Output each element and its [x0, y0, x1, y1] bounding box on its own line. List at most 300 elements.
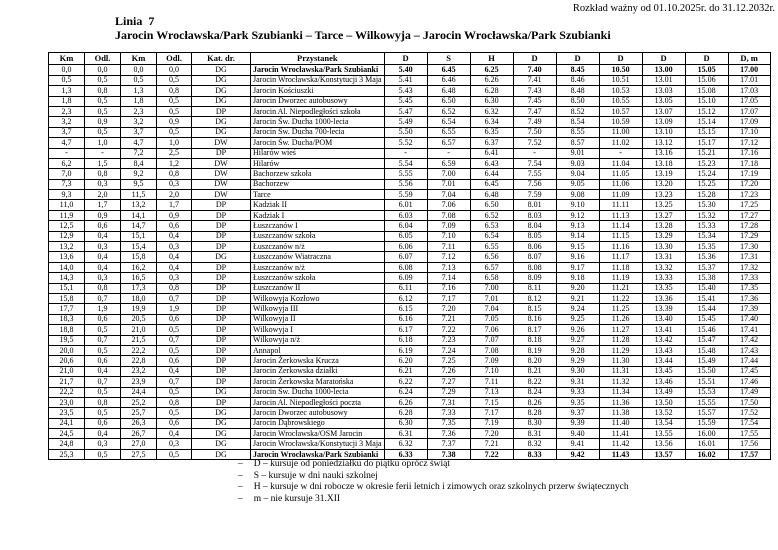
time-cell: 6.28 [470, 86, 513, 96]
time-cell: 9.18 [556, 273, 599, 283]
distance-cell: 26,3 [121, 418, 157, 428]
route-title: Jarocin Wrocławska/Park Szubianki – Tarce – Wilkowyja – Jarocin Wrocławska/Park Szubianki [115, 28, 611, 42]
time-cell: 16.02 [685, 449, 728, 459]
distance-cell: 24,8 [49, 439, 85, 449]
distance-cell: 23,2 [121, 366, 157, 376]
distance-cell: 14,1 [121, 210, 157, 220]
distance-cell: 1,7 [157, 200, 192, 210]
time-cell: 9.33 [556, 387, 599, 397]
time-cell: 8.26 [513, 397, 556, 407]
road-category-cell: DG [192, 449, 251, 459]
road-category-cell: DG [192, 117, 251, 127]
time-cell: 7.24 [427, 345, 470, 355]
time-cell: 9.41 [556, 439, 599, 449]
distance-cell: 0,6 [85, 356, 121, 366]
distance-cell: 0,4 [157, 429, 192, 439]
time-cell: 7.23 [427, 335, 470, 345]
time-cell: 11.27 [599, 325, 642, 335]
table-row [49, 106, 771, 116]
table-row [49, 148, 771, 158]
distance-cell: 13,2 [49, 242, 85, 252]
legend-line-s [238, 471, 629, 483]
time-cell: 11.26 [599, 314, 642, 324]
distance-cell: 27,0 [121, 439, 157, 449]
time-cell: 11.41 [599, 429, 642, 439]
time-cell: 9.08 [556, 190, 599, 200]
distance-cell: 0,7 [157, 335, 192, 345]
time-cell: 17.40 [728, 314, 770, 324]
column-header: Odl. [85, 53, 121, 65]
stop-name-cell: Jarocin Żerkowska Krucza [251, 356, 385, 366]
time-cell: 7.50 [513, 127, 556, 137]
road-category-cell: DG [192, 387, 251, 397]
stop-name-cell: Jarocin Św. Ducha 1000-lecia [251, 387, 385, 397]
stop-name-cell: Annapol [251, 345, 385, 355]
distance-cell: 0,5 [85, 325, 121, 335]
time-cell: 15.50 [685, 366, 728, 376]
time-cell: 8.30 [513, 418, 556, 428]
time-cell: 15.08 [685, 86, 728, 96]
time-cell: 6.22 [384, 377, 427, 387]
distance-cell: 15,4 [121, 242, 157, 252]
time-cell: 11.13 [599, 210, 642, 220]
time-cell: 6.03 [384, 210, 427, 220]
stop-name-cell: Jarocin Św. Ducha 700-lecia [251, 127, 385, 137]
distance-cell: 13,6 [49, 252, 85, 262]
distance-cell: 24,1 [49, 418, 85, 428]
road-category-cell: DG [192, 418, 251, 428]
time-cell: 5.52 [384, 138, 427, 148]
road-category-cell: DG [192, 252, 251, 262]
time-cell: 6.54 [470, 231, 513, 241]
time-cell: 7.37 [427, 439, 470, 449]
time-cell: 17.56 [728, 439, 770, 449]
time-cell: 17.55 [728, 429, 770, 439]
stop-name-cell: Jarocin Wrocławska/Park Szubianki [251, 65, 385, 75]
time-cell: 6.30 [470, 96, 513, 106]
time-cell: 7.33 [427, 408, 470, 418]
distance-cell: 0,5 [85, 127, 121, 137]
time-cell: 7.20 [470, 429, 513, 439]
distance-cell: 0,5 [157, 387, 192, 397]
distance-cell: 0,8 [157, 283, 192, 293]
stop-name-cell: Jarocin Dąbrowskiego [251, 418, 385, 428]
time-cell: 15.59 [685, 418, 728, 428]
time-cell: 7.21 [470, 439, 513, 449]
time-cell: 16.01 [685, 439, 728, 449]
time-cell: 13.19 [642, 169, 685, 179]
time-cell: 15.32 [685, 210, 728, 220]
time-cell: 6.35 [470, 127, 513, 137]
distance-cell: 22,2 [49, 387, 85, 397]
distance-cell: 2,0 [157, 190, 192, 200]
distance-cell: 0,8 [85, 86, 121, 96]
time-cell: 6.56 [470, 252, 513, 262]
distance-cell: 2,5 [157, 148, 192, 158]
distance-cell: 0,8 [85, 283, 121, 293]
time-cell: 9.35 [556, 397, 599, 407]
distance-cell: 0,0 [85, 65, 121, 75]
time-cell: 10.55 [599, 96, 642, 106]
time-cell: 6.07 [384, 252, 427, 262]
distance-cell: 0,3 [157, 179, 192, 189]
time-cell: 11.42 [599, 439, 642, 449]
stop-name-cell: Wilkowyja Kozłowo [251, 293, 385, 303]
distance-cell: 1,5 [85, 158, 121, 168]
time-cell: 9.27 [556, 335, 599, 345]
time-cell: 11.31 [599, 366, 642, 376]
time-cell: 7.12 [427, 252, 470, 262]
legend-line-m [238, 494, 629, 506]
time-cell: 9.15 [556, 242, 599, 252]
distance-cell: 0,5 [157, 106, 192, 116]
distance-cell: 24,5 [49, 429, 85, 439]
time-cell: 6.48 [470, 190, 513, 200]
table-row [49, 273, 771, 283]
distance-cell: 23,5 [49, 408, 85, 418]
time-cell: 8.52 [556, 106, 599, 116]
time-cell: 11.22 [599, 293, 642, 303]
distance-cell: 0,5 [85, 387, 121, 397]
distance-cell: 21,7 [49, 377, 85, 387]
distance-cell: 0,8 [85, 397, 121, 407]
time-cell: 5.54 [384, 158, 427, 168]
column-header: D [642, 53, 685, 65]
time-cell: 7.01 [470, 293, 513, 303]
road-category-cell: DP [192, 377, 251, 387]
time-cell: 16.00 [685, 429, 728, 439]
table-row [49, 231, 771, 241]
time-cell: 7.43 [513, 86, 556, 96]
distance-cell: 0,6 [85, 418, 121, 428]
time-cell: 8.06 [513, 242, 556, 252]
time-cell: 15.55 [685, 397, 728, 407]
time-cell: 6.52 [427, 106, 470, 116]
time-cell: 8.07 [513, 252, 556, 262]
time-cell: 13.27 [642, 210, 685, 220]
distance-cell: 4,7 [121, 138, 157, 148]
time-cell: 8.57 [556, 138, 599, 148]
road-category-cell: DP [192, 345, 251, 355]
road-category-cell: DP [192, 242, 251, 252]
distance-cell: 19,5 [49, 335, 85, 345]
time-cell: 13.33 [642, 273, 685, 283]
stop-name-cell: Łuszczanów szkoła [251, 273, 385, 283]
column-header: Przystanek [251, 53, 385, 65]
time-cell: 6.32 [384, 439, 427, 449]
time-cell: 7.29 [427, 387, 470, 397]
time-cell: 9.30 [556, 366, 599, 376]
time-cell: 17.29 [728, 231, 770, 241]
time-cell: 7.05 [470, 314, 513, 324]
distance-cell: 21,0 [49, 366, 85, 376]
time-cell: - [384, 148, 427, 158]
distance-cell: 23,9 [121, 377, 157, 387]
distance-cell: 0,8 [157, 397, 192, 407]
time-cell: 8.01 [513, 200, 556, 210]
time-cell: 11.30 [599, 356, 642, 366]
time-cell: 15.25 [685, 179, 728, 189]
time-cell: 6.16 [384, 314, 427, 324]
distance-cell: 3,2 [49, 117, 85, 127]
time-cell: 17.01 [728, 75, 770, 85]
distance-cell: 0,7 [157, 377, 192, 387]
time-cell: 7.09 [427, 221, 470, 231]
time-cell: 6.54 [427, 117, 470, 127]
distance-cell: 0,3 [85, 439, 121, 449]
time-cell: 9.20 [556, 283, 599, 293]
time-cell: 10.50 [599, 65, 642, 75]
time-cell: 13.49 [642, 387, 685, 397]
time-cell: 13.31 [642, 252, 685, 262]
stop-name-cell: Łuszczanów szkoła [251, 231, 385, 241]
validity-note: Rozkład ważny od 01.10.2025r. do 31.12.2032r. [572, 3, 775, 14]
time-cell: 13.40 [642, 314, 685, 324]
time-cell: 8.21 [513, 366, 556, 376]
time-cell: 9.42 [556, 449, 599, 459]
table-row [49, 138, 771, 148]
time-cell: 9.21 [556, 293, 599, 303]
time-cell: 11.21 [599, 283, 642, 293]
distance-cell: - [49, 148, 85, 158]
time-cell: 6.05 [384, 231, 427, 241]
time-cell: 6.57 [470, 262, 513, 272]
time-cell: 15.35 [685, 242, 728, 252]
distance-cell: 1,0 [157, 138, 192, 148]
time-cell: 5.59 [384, 190, 427, 200]
distance-cell: 27,5 [121, 449, 157, 459]
table-row [49, 408, 771, 418]
distance-cell: 0,6 [157, 314, 192, 324]
stop-name-cell: Jarocin Św. Ducha/POM [251, 138, 385, 148]
distance-cell: 0,0 [121, 65, 157, 75]
time-cell: 13.54 [642, 418, 685, 428]
time-cell: 13.55 [642, 429, 685, 439]
time-cell: 17.52 [728, 408, 770, 418]
column-header: S [427, 53, 470, 65]
table-row [49, 366, 771, 376]
distance-cell: 11,9 [49, 210, 85, 220]
stop-name-cell: Wilkowyja III [251, 304, 385, 314]
table-row [49, 86, 771, 96]
time-cell: 8.55 [556, 127, 599, 137]
stop-name-cell: Jarocin Al. Niepodległości poczta [251, 397, 385, 407]
time-cell: 7.55 [513, 169, 556, 179]
column-header: D, m [728, 53, 770, 65]
time-cell: 15.15 [685, 127, 728, 137]
distance-cell: 16,2 [121, 262, 157, 272]
time-cell: 6.06 [384, 242, 427, 252]
distance-cell: 21,5 [121, 335, 157, 345]
distance-cell: 22,2 [121, 345, 157, 355]
time-cell: 6.32 [470, 106, 513, 116]
road-category-cell: DG [192, 75, 251, 85]
dash-bullet-icon: – [238, 482, 243, 492]
time-cell: 15.51 [685, 377, 728, 387]
distance-cell: 21,0 [121, 325, 157, 335]
road-category-cell: DG [192, 439, 251, 449]
table-row [49, 242, 771, 252]
timetable-header-row [49, 53, 771, 65]
stop-name-cell: Łuszczanów n/ż [251, 262, 385, 272]
time-cell: 7.31 [427, 397, 470, 407]
time-cell: 7.00 [470, 283, 513, 293]
time-cell: 11.05 [599, 169, 642, 179]
time-cell: 6.55 [427, 127, 470, 137]
time-cell: 9.14 [556, 231, 599, 241]
table-row [49, 293, 771, 303]
time-cell: 6.55 [470, 242, 513, 252]
time-cell: 17.57 [728, 449, 770, 459]
time-cell: 13.45 [642, 366, 685, 376]
distance-cell: 8,4 [121, 158, 157, 168]
time-cell: 17.23 [728, 190, 770, 200]
time-cell: 17.18 [728, 158, 770, 168]
time-cell: 15.38 [685, 273, 728, 283]
road-category-cell: DW [192, 169, 251, 179]
time-cell: 7.14 [427, 273, 470, 283]
time-cell: 8.19 [513, 345, 556, 355]
time-cell: 7.38 [427, 449, 470, 459]
time-cell: 7.20 [427, 304, 470, 314]
time-cell: 8.31 [513, 429, 556, 439]
line-number-title: Linia 7 [115, 14, 155, 28]
table-row [49, 262, 771, 272]
time-cell: 6.50 [470, 200, 513, 210]
time-cell: 5.49 [384, 117, 427, 127]
distance-cell: 6,2 [49, 158, 85, 168]
table-row [49, 418, 771, 428]
time-cell: 17.30 [728, 242, 770, 252]
table-row [49, 75, 771, 85]
table-row [49, 221, 771, 231]
time-cell: 11.11 [599, 200, 642, 210]
road-category-cell: DP [192, 356, 251, 366]
distance-cell: 24,4 [121, 387, 157, 397]
legend-text-h: H – kursuje w dni robocze w okresie ferii letnich i zimowych oraz szkolnych przerw świątecznych [253, 482, 629, 492]
time-cell: 8.05 [513, 231, 556, 241]
time-cell: 11.40 [599, 418, 642, 428]
time-cell: 17.32 [728, 262, 770, 272]
time-cell: 7.19 [470, 418, 513, 428]
distance-cell: 19,9 [121, 304, 157, 314]
time-cell: 17.05 [728, 96, 770, 106]
time-cell: 7.17 [470, 408, 513, 418]
distance-cell: 0,4 [157, 262, 192, 272]
road-category-cell: DW [192, 179, 251, 189]
time-cell: 17.27 [728, 210, 770, 220]
time-cell: 13.23 [642, 190, 685, 200]
distance-cell: 0,5 [157, 75, 192, 85]
distance-cell: 1,8 [121, 96, 157, 106]
time-cell: 17.31 [728, 252, 770, 262]
time-cell: 17.42 [728, 335, 770, 345]
time-cell: 6.18 [384, 335, 427, 345]
stop-name-cell: Wilkowyja n/ż [251, 335, 385, 345]
distance-cell: 15,8 [121, 252, 157, 262]
time-cell: 11.38 [599, 408, 642, 418]
table-row [49, 252, 771, 262]
time-cell: 6.44 [470, 169, 513, 179]
stop-name-cell: Łuszczanów II [251, 283, 385, 293]
stop-name-cell: Kadziak I [251, 210, 385, 220]
time-cell: 6.24 [384, 387, 427, 397]
distance-cell: 1,3 [121, 86, 157, 96]
time-cell: 13.16 [642, 148, 685, 158]
table-row [49, 387, 771, 397]
time-cell: 6.43 [470, 158, 513, 168]
time-cell: 8.22 [513, 377, 556, 387]
time-cell: 6.21 [384, 366, 427, 376]
table-row [49, 200, 771, 210]
time-cell: 9.12 [556, 210, 599, 220]
time-cell: 8.03 [513, 210, 556, 220]
time-cell: 6.45 [470, 179, 513, 189]
distance-cell: 11,5 [121, 190, 157, 200]
stop-name-cell: Łuszczanów Wiatraczna [251, 252, 385, 262]
distance-cell: 0,5 [85, 75, 121, 85]
distance-cell: 9,2 [121, 169, 157, 179]
distance-cell: 0,5 [85, 345, 121, 355]
legend-line-d [238, 459, 629, 471]
time-cell: 11.19 [599, 273, 642, 283]
time-cell: 6.46 [427, 75, 470, 85]
time-cell: 7.49 [513, 117, 556, 127]
distance-cell: 14,7 [121, 221, 157, 231]
time-cell: 9.03 [556, 158, 599, 168]
distance-cell: 0,4 [85, 231, 121, 241]
distance-cell: 0,5 [85, 449, 121, 459]
time-cell: 13.42 [642, 335, 685, 345]
timetable [48, 52, 771, 460]
distance-cell: 11,0 [49, 200, 85, 210]
time-cell: 8.17 [513, 325, 556, 335]
time-cell: 13.28 [642, 221, 685, 231]
time-cell: 13.32 [642, 262, 685, 272]
time-cell: 9.39 [556, 418, 599, 428]
table-row [49, 179, 771, 189]
time-cell: 7.13 [427, 262, 470, 272]
time-cell: 9.24 [556, 304, 599, 314]
time-cell: 6.50 [427, 96, 470, 106]
distance-cell: 1,0 [85, 138, 121, 148]
time-cell: 11.18 [599, 262, 642, 272]
distance-cell: 17,7 [49, 304, 85, 314]
stop-name-cell: Jarocin Kościuszki [251, 86, 385, 96]
time-cell: 15.28 [685, 190, 728, 200]
time-cell: 7.22 [470, 449, 513, 459]
distance-cell: 1,3 [49, 86, 85, 96]
time-cell: 13.39 [642, 304, 685, 314]
time-cell: 6.28 [384, 408, 427, 418]
time-cell: 9.31 [556, 377, 599, 387]
road-category-cell: DG [192, 408, 251, 418]
time-cell: 7.16 [427, 283, 470, 293]
time-cell: 6.33 [384, 449, 427, 459]
stop-name-cell: Hilarów [251, 158, 385, 168]
road-category-cell: DP [192, 221, 251, 231]
table-row [49, 127, 771, 137]
distance-cell: 0,9 [157, 117, 192, 127]
time-cell: 11.32 [599, 377, 642, 387]
distance-cell: 7,0 [49, 169, 85, 179]
time-cell: 15.30 [685, 200, 728, 210]
time-cell: 8.18 [513, 335, 556, 345]
distance-cell: 0,3 [85, 179, 121, 189]
time-cell: 6.26 [384, 397, 427, 407]
time-cell: 6.48 [427, 86, 470, 96]
time-cell: 8.11 [513, 283, 556, 293]
